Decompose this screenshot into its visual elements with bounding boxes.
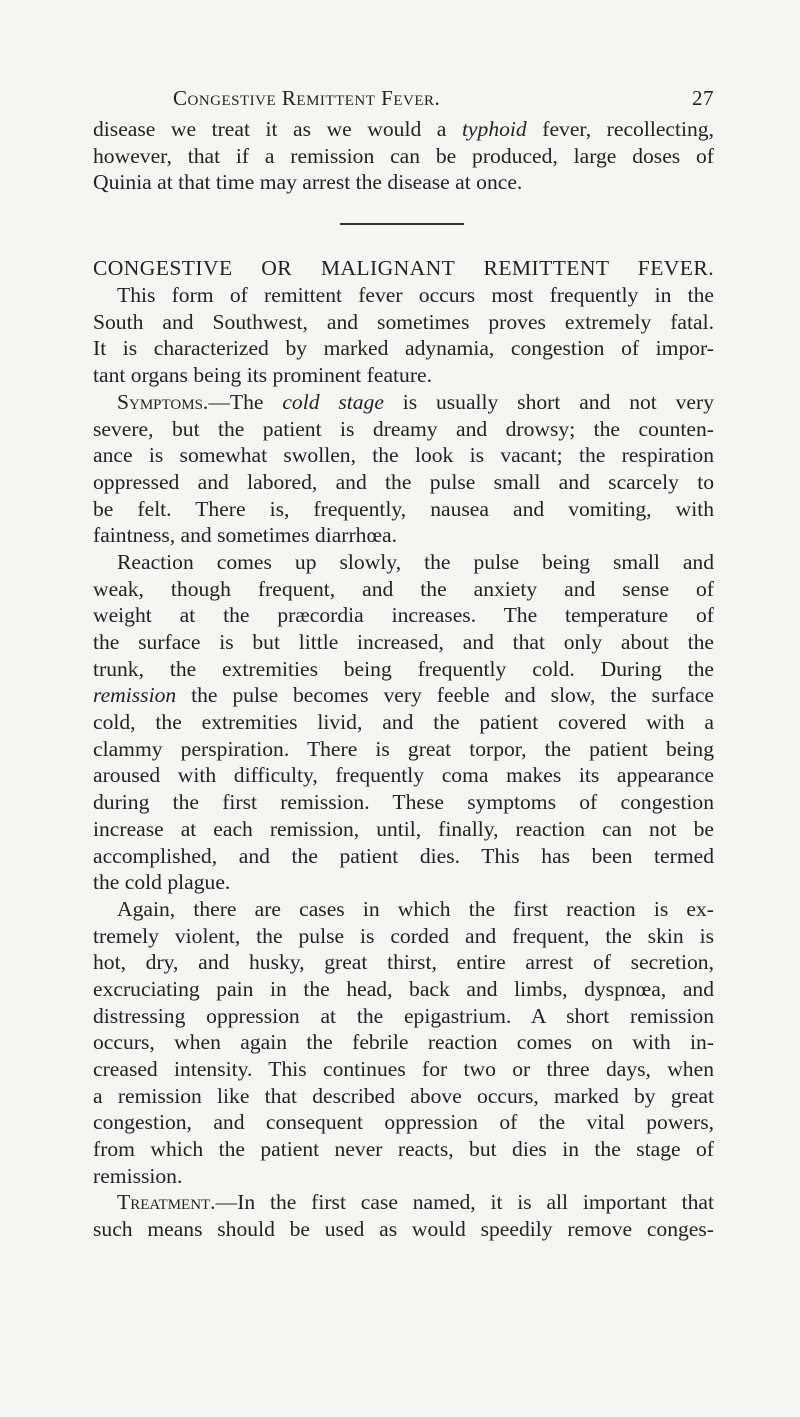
paragraph-reaction [93,549,714,896]
text-line: such means should be used as would speedily remove conges- [93,1217,714,1242]
text-line: be felt. There is, frequently, nausea and vomiting, with [93,496,714,521]
text-line: tremely violent, the pulse is corded and frequent, the skin is [93,923,714,948]
text-line: Symptoms.—The cold stage is usually short and not very [117,389,714,414]
text-line: disease we treat it as we would a typhoid fever, recollecting, [93,117,714,141]
emphasis-typhoid: typhoid [461,117,527,141]
text-line: remission. [93,1163,183,1188]
text-line: faintness, and sometimes diarrhœa. [93,523,398,548]
section-divider [340,223,464,225]
text-line: weight at the præcordia increases. The temperature of [93,603,714,628]
emphasis-remission: remission [93,683,177,708]
text-line: during the first remission. These symptoms of congestion [93,790,714,815]
paragraph-intro-form [93,282,714,389]
paragraph-treatment [93,1189,714,1242]
paragraph-again [93,896,714,1190]
text-line: trunk, the extremities being frequently cold. During the [93,656,714,681]
text-line: Again, there are cases in which the first reaction is ex- [117,896,714,921]
text-line: clammy perspiration. There is great torpor, the patient being [93,736,714,761]
treatment-label: Treatment. [117,1190,216,1215]
text-line: severe, but the patient is dreamy and drowsy; the counten- [93,416,714,441]
emphasis-cold-stage: cold stage [282,389,384,414]
text-line: congestion, and consequent oppression of the vital powers, [93,1110,714,1135]
page-number: 27 [692,86,714,110]
text-line: excruciating pain in the head, back and limbs, dyspnœa, and [93,976,714,1001]
text-line: South and Southwest, and sometimes proves extremely fatal. [93,309,714,334]
text-line: occurs, when again the febrile reaction comes on with in- [93,1030,714,1055]
text-line: creased intensity. This continues for two or three days, when [93,1057,714,1081]
text-line: accomplished, and the patient dies. This has been termed [93,843,714,868]
text-line: however, that if a remission can be produced, large doses of [93,143,714,168]
text-line: Reaction comes up slowly, the pulse being small and [117,549,714,574]
text-line: cold, the extremities livid, and the patient covered with a [93,710,714,735]
text-line: oppressed and labored, and the pulse small and scarcely to [93,469,714,494]
text-line: the cold plague. [93,870,231,895]
text-line: weak, though frequent, and the anxiety and sense of [93,576,714,601]
book-page [93,78,714,1243]
text-line: ance is somewhat swollen, the look is vacant; the respiration [93,443,714,468]
text-line: Quinia at that time may arrest the disease at once. [93,170,523,195]
text-line: tant organs being its prominent feature. [93,363,433,388]
text-line: remission the pulse becomes very feeble and slow, the surface [93,683,714,708]
text-line: distressing oppression at the epigastrium. A short remission [93,1003,714,1028]
intro-paragraph [93,116,714,196]
section-heading: CONGESTIVE OR MALIGNANT REMITTENT FEVER. [93,256,714,281]
text-line: This form of remittent fever occurs most frequently in the [117,283,714,308]
text-line: increase at each remission, until, finally, reaction can not be [93,816,714,841]
text-line: It is characterized by marked adynamia, congestion of impor- [93,336,714,361]
symptoms-label: Symptoms. [117,389,209,414]
paragraph-symptoms [93,389,714,549]
text-line: Treatment.—In the first case named, it is all important that [117,1190,714,1215]
text-line: the surface is but little increased, and that only about the [93,630,714,654]
running-head-title: Congestive Remittent Fever. [173,86,441,110]
text-line: from which the patient never reacts, but dies in the stage of [93,1137,714,1162]
text-line: hot, dry, and husky, great thirst, entire arrest of secretion, [93,950,714,975]
running-head [93,78,714,114]
text-line: a remission like that described above occurs, marked by great [93,1083,714,1108]
text-line: aroused with difficulty, frequently coma makes its appearance [93,763,714,788]
